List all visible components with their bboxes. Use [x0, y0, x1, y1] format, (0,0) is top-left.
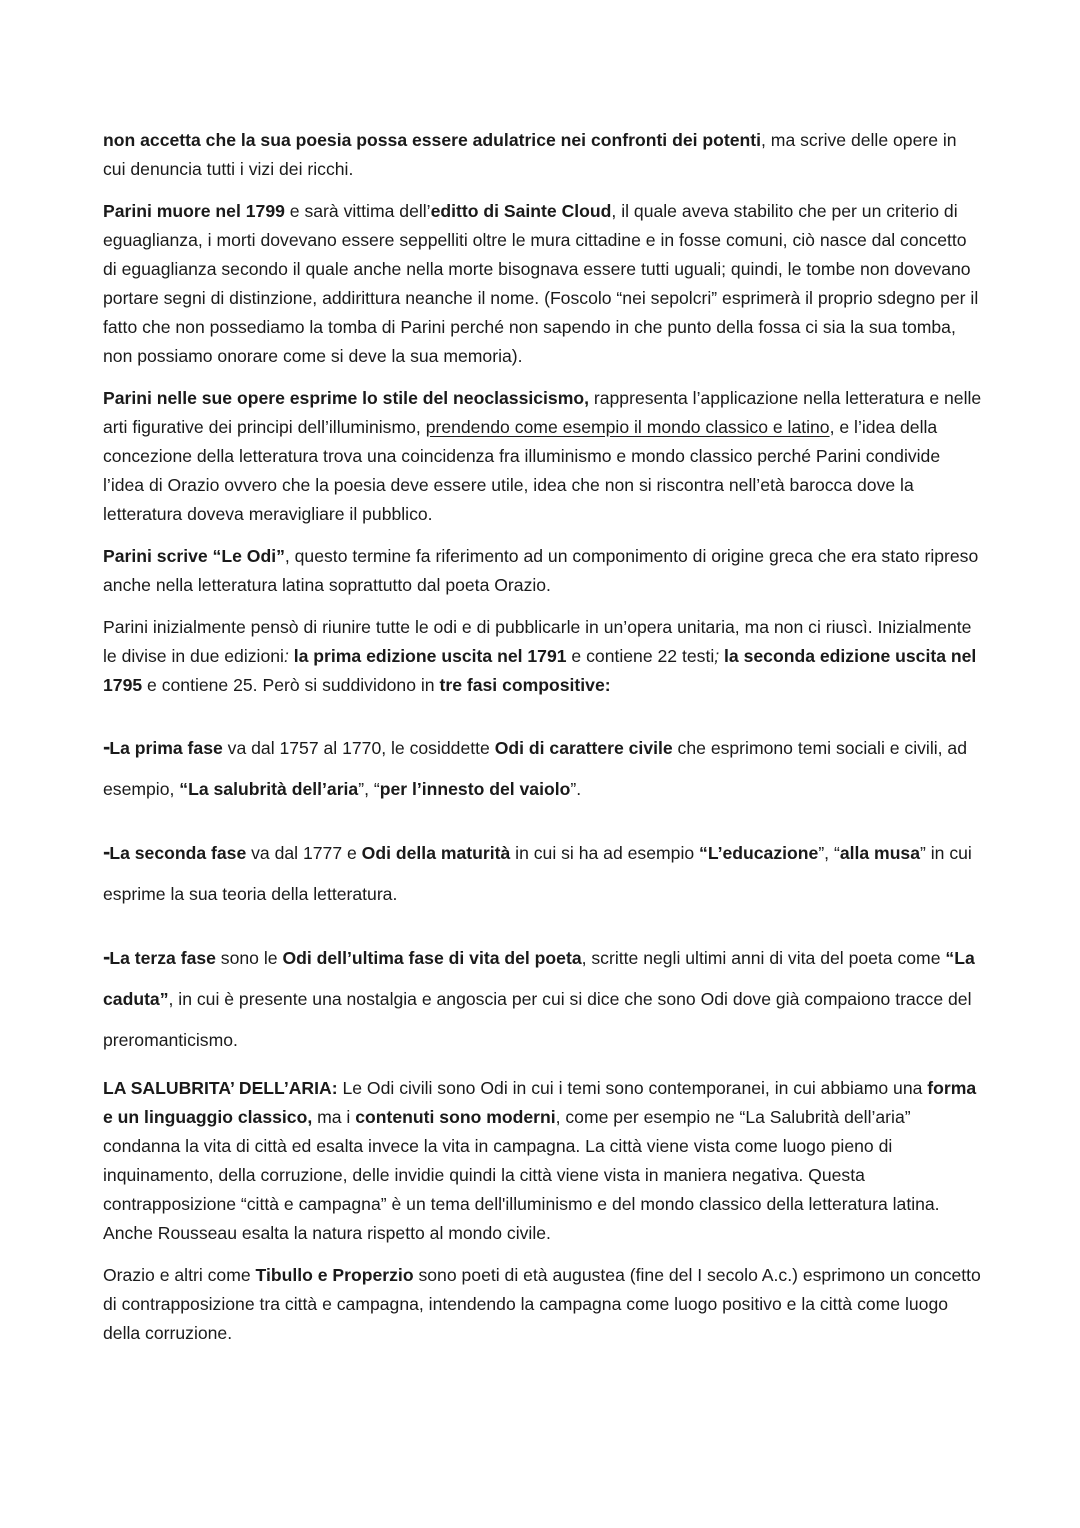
bold-text: editto di Sainte Cloud: [430, 201, 612, 221]
bold-text: “La salubrità dell’aria: [179, 779, 359, 799]
bold-text: Odi di carattere civile: [494, 738, 673, 758]
body-text: ma i: [312, 1107, 356, 1127]
body-text: in cui si ha ad esempio: [510, 843, 700, 863]
body-text: , e l’idea della concezione della letteratura trova una coincidenza fra illuminismo e mondo classico perché Parini condivide l’idea di Orazio ovvero che la poesia deve essere utile, idea che non si riscontra nell’età barocca dove la letteratura doveva meravigliare il pubblico.: [103, 417, 941, 524]
paragraph-odi: [103, 542, 983, 600]
body-text: Parini inizialmente pensò di riunire tutte le odi e di pubblicarle in un’opera unitaria, ma non ci riuscì. Inizialmente le divise in due edizioni: [103, 617, 972, 666]
bold-text: per l’innesto del vaiolo: [379, 779, 571, 799]
bold-text: non accetta che la sua poesia possa essere adulatrice nei confronti dei potenti: [103, 130, 762, 150]
paragraph-adulation: [103, 126, 983, 184]
list-item-second-phase: [103, 831, 983, 915]
body-text: , ma scrive delle opere in cui denuncia tutti i vizi dei ricchi.: [103, 130, 957, 179]
list-dash: -: [103, 839, 110, 864]
body-text: sono le: [215, 948, 283, 968]
body-text: , il quale aveva stabilito che per un criterio di eguaglianza, i morti dovevano essere seppelliti oltre le mura cittadine e in fosse comuni, ciò nasce dal concetto di eguaglianza secondo il quale anche nella morte bisognava essere tutti uguali; quindi, le tombe non dovevano portare segni di distinzione, addirittura neanche il nome. (Foscolo “nei sepolcri” esprimerà il proprio sdegno per il fatto che non possediamo la tomba di Parini perché non sapendo in che punto della fossa ci sia la sua tomba, non possiamo onorare come si deve la sua memoria).: [103, 201, 979, 366]
body-text: ”, “: [818, 843, 840, 863]
body-text: , in cui è presente una nostalgia e angoscia per cui si dice che sono Odi dove già compaiono tracce del preromanticismo.: [103, 989, 972, 1050]
bold-text: contenuti sono moderni: [355, 1107, 556, 1127]
body-text: , come per esempio ne “La Salubrità dell’aria” condanna la vita di città ed esalta invece la vita in campagna. La città viene vista come luogo pieno di inquinamento, della corruzione, delle invidie quindi la città viene vista in maniera negativa. Questa contrapposizione “città e campagna” è un tema dell'illuminismo e del mondo classico della letteratura latina. Anche Rousseau esalta la natura rispetto al mondo civile.: [103, 1107, 940, 1243]
list-item-first-phase: [103, 726, 983, 810]
body-text: sono poeti di età augustea (fine del I secolo A.c.) esprimono un concetto di contrapposizione tra città e campagna, intendendo la campagna come luogo positivo e la città come luogo della corruzione.: [103, 1265, 981, 1343]
underlined-text: prendendo come esempio il mondo classico e latino: [425, 417, 830, 437]
body-text: va dal 1777 e: [246, 843, 362, 863]
paragraph-editions: [103, 613, 983, 700]
bold-text: la prima edizione uscita nel 1791: [293, 646, 567, 666]
bold-text: tre fasi compositive:: [439, 675, 611, 695]
italic-text: :: [283, 646, 289, 666]
bold-text: forma e un linguaggio classico,: [103, 1078, 977, 1127]
body-text: e contiene 25. Però si suddividono in: [142, 675, 440, 695]
body-text: Le Odi civili sono Odi in cui i temi sono contemporanei, in cui abbiamo una: [337, 1078, 928, 1098]
italic-text: ;: [714, 646, 720, 666]
body-text: ”, “: [358, 779, 380, 799]
list-item-third-phase: [103, 936, 983, 1061]
body-text: che esprimono temi sociali e civili, ad esempio,: [103, 738, 967, 799]
body-text: ” in cui esprime la sua teoria della letteratura.: [103, 843, 972, 904]
bold-text: Tibullo e Properzio: [255, 1265, 414, 1285]
bold-text: “La caduta”: [103, 948, 975, 1009]
bold-text: Odi della maturità: [361, 843, 511, 863]
document-page: [103, 126, 983, 1361]
bold-text: la seconda edizione uscita nel 1795: [103, 646, 977, 695]
bold-text: La prima fase: [109, 738, 223, 758]
bold-text: Parini scrive “Le Odi”: [103, 546, 285, 566]
body-text: , scritte negli ultimi anni di vita del poeta come: [581, 948, 946, 968]
body-text: ”.: [570, 779, 582, 799]
body-text: rappresenta l’applicazione nella letteratura e nelle arti figurative dei principi dell’illuminismo,: [103, 388, 982, 437]
list-dash: -: [103, 944, 110, 969]
bold-text: “L’educazione: [699, 843, 819, 863]
bold-text: La terza fase: [109, 948, 216, 968]
bold-text: Odi dell’ultima fase di vita del poeta: [282, 948, 582, 968]
bold-text: alla musa: [839, 843, 921, 863]
body-text: e sarà vittima dell’: [284, 201, 431, 221]
bold-text: Parini nelle sue opere esprime lo stile del neoclassicismo,: [103, 388, 589, 408]
paragraph-death: [103, 197, 983, 371]
paragraph-neoclassicism: [103, 384, 983, 529]
paragraph-salubrita: [103, 1074, 983, 1248]
body-text: , questo termine fa riferimento ad un componimento di origine greca che era stato ripreso anche nella letteratura latina soprattutto dal poeta Orazio.: [103, 546, 979, 595]
body-text: va dal 1757 al 1770, le cosiddette: [222, 738, 495, 758]
list-dash: -: [103, 734, 110, 759]
body-text: Orazio e altri come: [103, 1265, 256, 1285]
bold-text: Parini muore nel 1799: [103, 201, 285, 221]
bold-text: La seconda fase: [109, 843, 247, 863]
paragraph-augustan-poets: [103, 1261, 983, 1348]
section-heading: LA SALUBRITA’ DELL’ARIA:: [103, 1078, 338, 1098]
body-text: e contiene 22 testi: [566, 646, 715, 666]
